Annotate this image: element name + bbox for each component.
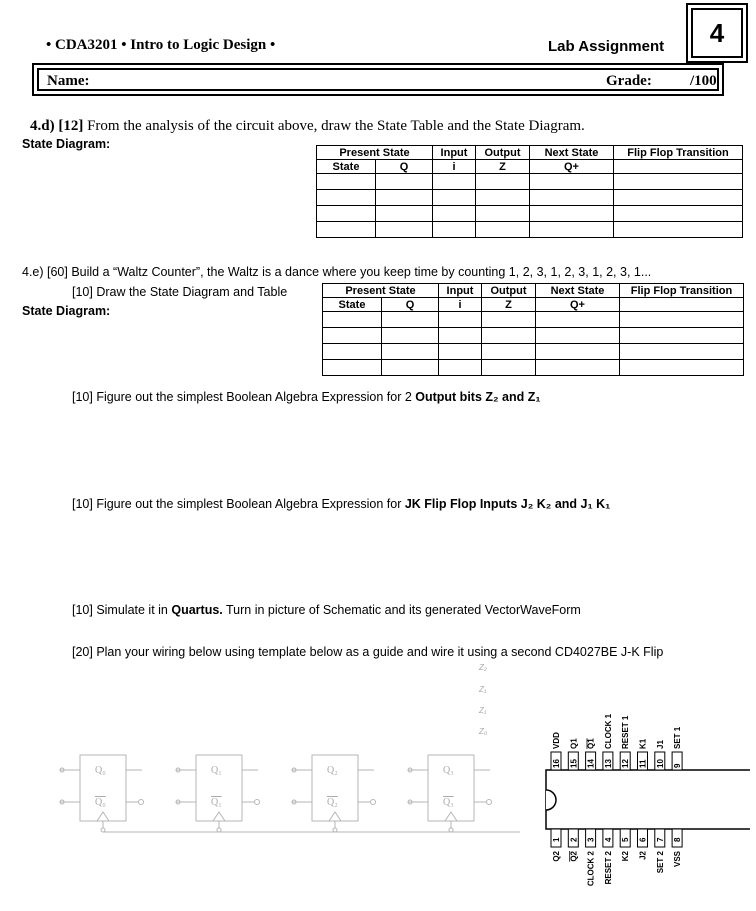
q4e-plan: [20] Plan your wiring below using template below as a guide and wire it using a second CD4027BE J-K Flip xyxy=(72,645,664,659)
q4d-state-table xyxy=(316,145,743,238)
th-i: i xyxy=(433,160,476,174)
grade-total: /100 xyxy=(690,73,717,89)
th-qplus: Q+ xyxy=(536,298,620,312)
chip-pin-number: 11 xyxy=(638,759,648,768)
th-z: Z xyxy=(476,160,530,174)
chip-pin-number: 8 xyxy=(673,837,683,842)
chip-pin-number: 16 xyxy=(552,759,561,768)
ff0-qbar: Q₀ xyxy=(95,797,106,808)
q4d-text: From the analysis of the circuit above, draw the State Table and the State Diagram. xyxy=(87,118,585,134)
q4e-output-bold: Output bits Z₂ and Z₁ xyxy=(415,390,541,404)
q4e-output-expr xyxy=(72,390,541,404)
chip-pin-number: 2 xyxy=(569,837,579,842)
chip-pin-label: K1 xyxy=(638,738,648,749)
chip-pin-label: SET 2 xyxy=(655,851,665,874)
chip-pin-number: 10 xyxy=(655,759,665,768)
chip-pin-number: 5 xyxy=(621,837,631,842)
ff0-q: Q₀ xyxy=(95,765,106,776)
q4e-diagram-label: State Diagram: xyxy=(22,304,111,318)
ff2-q: Q₂ xyxy=(327,765,338,776)
chip-pin-label: Q2 xyxy=(569,851,579,862)
chip-pin-label: RESET 2 xyxy=(603,851,613,885)
q4d-diagram-label: State Diagram: xyxy=(22,137,111,151)
chip-pin-label: VDD xyxy=(552,732,561,749)
faint-label-z2: Z₂ xyxy=(479,663,487,672)
q4e-draw: [10] Draw the State Diagram and Table xyxy=(72,285,288,299)
cd4027-chip xyxy=(540,688,750,908)
grade-label: Grade: xyxy=(606,73,652,89)
chip-pin-label: RESET 1 xyxy=(621,715,631,749)
q4e-sim-pre: [10] Simulate it in xyxy=(72,603,172,617)
q4e-jk-expr xyxy=(72,497,610,511)
th-q: Q xyxy=(382,298,439,312)
q4e-sim-post: Turn in picture of Schematic and its generated VectorWaveForm xyxy=(222,603,581,617)
ff2-qbar: Q₂ xyxy=(327,797,338,808)
th-output: Output xyxy=(482,284,536,298)
chip-pin-label: Q1 xyxy=(586,738,596,749)
q4e-output-pre: [10] Figure out the simplest Boolean Algebra Expression for 2 xyxy=(72,390,416,404)
ff3-qbar: Q₃ xyxy=(443,797,454,808)
q4d-number: 4.d) [12] xyxy=(30,118,84,134)
th-output: Output xyxy=(476,146,530,160)
chip-pin-number: 12 xyxy=(621,759,631,768)
chip-pin-number: 4 xyxy=(603,837,613,842)
th-i: i xyxy=(439,298,482,312)
chip-pin-number: 6 xyxy=(638,837,648,842)
lab-number-box xyxy=(686,3,748,63)
th-state: State xyxy=(323,298,382,312)
chip-pin-label: SET 1 xyxy=(673,726,683,749)
name-label: Name: xyxy=(47,73,90,89)
th-q: Q xyxy=(376,160,433,174)
th-present-state: Present State xyxy=(323,284,439,298)
ff3-q: Q₃ xyxy=(443,765,454,776)
q4e-jk-bold: JK Flip Flop Inputs J₂ K₂ and J₁ K₁ xyxy=(404,497,611,511)
ff1-qbar: Q₁ xyxy=(211,797,222,808)
th-input: Input xyxy=(439,284,482,298)
q4e-simulate xyxy=(72,603,581,617)
q4e-jk-pre: [10] Figure out the simplest Boolean Algebra Expression for xyxy=(72,497,405,511)
chip-pin-number: 14 xyxy=(586,759,596,768)
chip-body xyxy=(546,770,750,829)
q4e-sim-bold: Quartus. xyxy=(171,603,223,617)
th-ff-transition: Flip Flop Transition xyxy=(614,146,743,160)
course-title: • CDA3201 • Intro to Logic Design • xyxy=(46,37,276,53)
th-present-state: Present State xyxy=(317,146,433,160)
th-next-state: Next State xyxy=(530,146,614,160)
ff1-q: Q₁ xyxy=(211,765,222,776)
lab-assignment-label: Lab Assignment xyxy=(548,38,665,55)
chip-pin-label: CLOCK 1 xyxy=(603,713,613,749)
chip-pin-label: K2 xyxy=(621,851,631,862)
th-qplus: Q+ xyxy=(530,160,614,174)
chip-pin-label: Q2 xyxy=(552,851,561,862)
faint-label-z1a: Z₁ xyxy=(479,685,487,694)
chip-pin-number: 9 xyxy=(673,763,683,768)
q4d-prompt xyxy=(30,118,585,135)
faint-label-z1b: Z₁ xyxy=(479,706,487,715)
chip-pin-number: 1 xyxy=(552,837,561,842)
lab-number: 4 xyxy=(691,8,743,58)
chip-pin-label: J1 xyxy=(655,740,665,749)
chip-pin-label: VSS xyxy=(673,851,683,868)
faint-label-z0: Z₀ xyxy=(479,727,488,736)
chip-pin-number: 3 xyxy=(586,837,596,842)
q4e-prompt: 4.e) [60] Build a “Waltz Counter”, the Waltz is a dance where you keep time by counting 1, 2, 3, 1, 2, 3, 1, 2, 3, 1... xyxy=(22,265,652,279)
chip-pin-label: CLOCK 2 xyxy=(586,851,596,887)
th-z: Z xyxy=(482,298,536,312)
th-state: State xyxy=(317,160,376,174)
chip-pin-number: 13 xyxy=(603,759,613,768)
chip-pin-number: 7 xyxy=(655,837,665,842)
th-next-state: Next State xyxy=(536,284,620,298)
chip-pin-number: 15 xyxy=(569,759,579,768)
chip-pin-label: Q1 xyxy=(569,738,579,749)
q4e-state-table xyxy=(322,283,744,376)
chip-pin-label: J2 xyxy=(638,851,648,860)
flipflop-template xyxy=(0,740,530,840)
th-input: Input xyxy=(433,146,476,160)
th-ff-transition: Flip Flop Transition xyxy=(620,284,744,298)
